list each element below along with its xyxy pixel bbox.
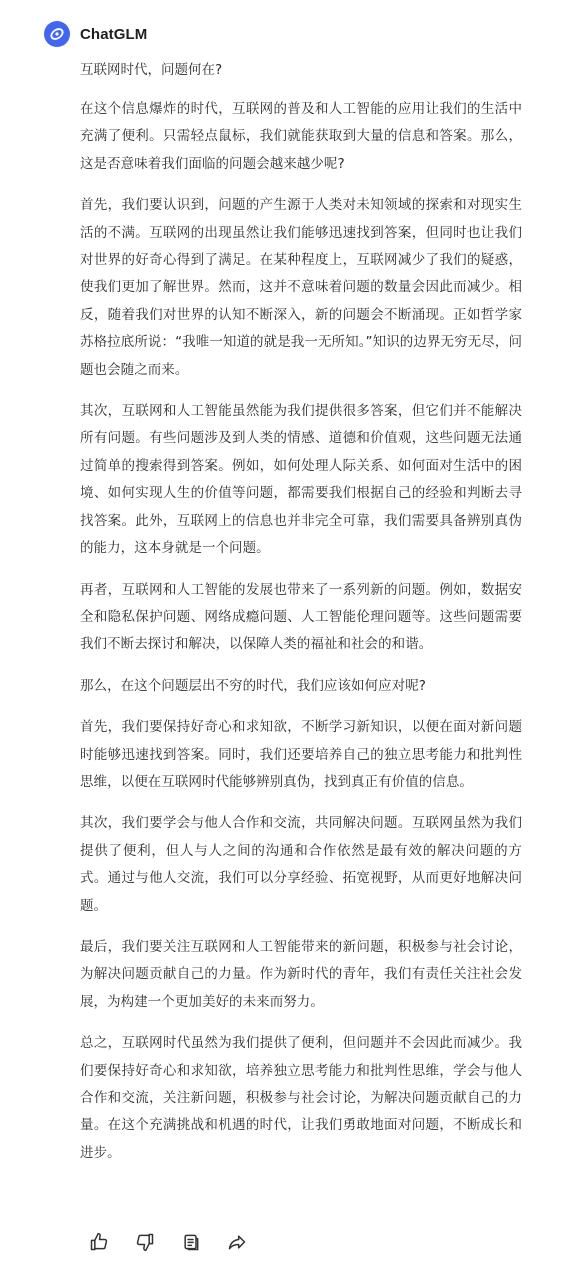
share-button[interactable] (226, 1231, 248, 1253)
chatglm-logo-icon (44, 21, 70, 47)
thumbs-down-button[interactable] (134, 1231, 156, 1253)
message-paragraph: 最后，我们要关注互联网和人工智能带来的新问题，积极参与社会讨论，为解决问题贡献自己的力量。作为新时代的青年，我们有责任关注社会发展，为构建一个更加美好的未来而努力。 (80, 938, 522, 1010)
message-paragraph: 首先，我们要保持好奇心和求知欲，不断学习新知识，以便在面对新问题时能够迅速找到答案。同时，我们还要培养自己的独立思考能力和批判性思维，以便在互联网时代能够辨别真伪，找到真正有价值的信息。 (80, 719, 522, 790)
message-paragraph: 总之，互联网时代虽然为我们提供了便利，但问题并不会因此而减少。我们要保持好奇心和求知欲，培养独立思考能力和批判性思维，学会与他人合作和交流，关注新问题，积极参与社会讨论，为解决问题贡献自己的力量。在这个充满挑战和机遇的时代，让我们勇敢地面对问题，不断成长和进步。 (80, 1035, 522, 1161)
thumbs-up-button[interactable] (88, 1231, 110, 1253)
copy-icon (181, 1232, 201, 1252)
message-paragraph: 其次，我们要学会与他人合作和交流，共同解决问题。互联网虽然为我们提供了便利，但人与人之间的沟通和合作依然是最有效的解决问题的方式。通过与他人交流，我们可以分享经验、拓宽视野，从而更好地解决问题。 (80, 815, 522, 914)
share-icon (227, 1232, 247, 1252)
thumbs-down-icon (135, 1232, 155, 1252)
message-paragraph: 首先，我们要认识到，问题的产生源于人类对未知领域的探索和对现实生活的不满。互联网的出现虽然让我们能够迅速找到答案，但同时也让我们对世界的好奇心得到了满足。在某种程度上，互联网减少了我们的疑惑，使我们更加了解世界。然而，这并不意味着问题的数量会因此而减少。相反，随着我们对世界的认知不断深入，新的问题会不断涌现。正如哲学家苏格拉底所说：“我唯一知道的就是我一无所知。”知识的边界无穷无尽，问题也会随之而来。 (80, 197, 522, 378)
message-title: 互联网时代，问题何在? (80, 62, 223, 78)
message-paragraph: 其次，互联网和人工智能虽然能为我们提供很多答案，但它们并不能解决所有问题。有些问题涉及到人类的情感、道德和价值观，这些问题无法通过简单的搜索得到答案。例如，如何处理人际关系、如何面对生活中的困境、如何实现人生的价值等问题，都需要我们根据自己的经验和判断去寻找答案。此外，互联网上的信息也并非完全可靠，我们需要具备辨别真伪的能力，这本身就是一个问题。 (80, 403, 522, 557)
message-paragraph: 再者，互联网和人工智能的发展也带来了一系列新的问题。例如，数据安全和隐私保护问题、网络成瘾问题、人工智能伦理问题等。这些问题需要我们不断去探讨和解决，以保障人类的福祉和社会的和谐。 (80, 581, 522, 653)
thumbs-up-icon (89, 1232, 109, 1252)
message-actions (88, 1231, 272, 1253)
message-paragraph: 在这个信息爆炸的时代，互联网的普及和人工智能的应用让我们的生活中充满了便利。只需轻点鼠标，我们就能获取到大量的信息和答案。那么，这是否意味着我们面临的问题会越来越少呢? (80, 101, 522, 172)
assistant-message (80, 56, 522, 1181)
chat-header (44, 20, 147, 48)
message-paragraph: 那么，在这个问题层出不穷的时代，我们应该如何应对呢? (80, 677, 426, 694)
brand-name: ChatGLM (80, 25, 148, 43)
copy-button[interactable] (180, 1231, 202, 1253)
